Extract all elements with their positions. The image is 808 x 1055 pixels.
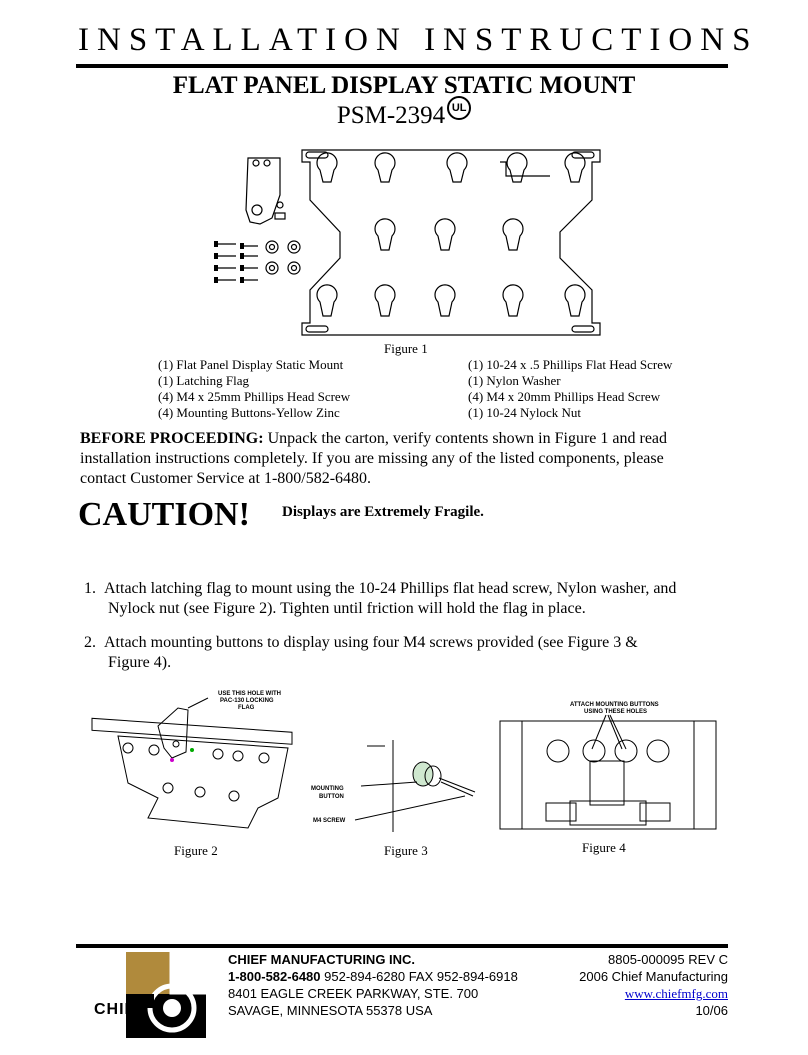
figure3-caption: Figure 3: [384, 843, 428, 858]
doc-number: 8805-000095 REV C: [608, 952, 728, 967]
copyright: 2006 Chief Manufacturing: [579, 969, 728, 984]
website-link[interactable]: www.chiefmfg.com: [624, 986, 728, 1001]
part-item: (4) M4 x 20mm Phillips Head Screw: [468, 389, 661, 404]
header-rule: [76, 64, 728, 68]
step-number: 1.: [84, 580, 96, 597]
part-item: (4) Mounting Buttons-Yellow Zinc: [158, 405, 340, 420]
before-proceeding-label: BEFORE PROCEEDING:: [80, 430, 264, 447]
part-item: (4) M4 x 25mm Phillips Head Screw: [158, 389, 351, 404]
footer-right: [579, 951, 728, 1019]
company-name: CHIEF MANUFACTURING INC.: [228, 952, 416, 967]
parts-list-left: [158, 357, 350, 421]
figure4-drawing: [498, 695, 718, 835]
part-item: (1) 10-24 Nylock Nut: [468, 405, 582, 420]
figure3-drawing: [305, 732, 485, 832]
part-item: (1) Latching Flag: [158, 373, 249, 388]
figure2-drawing: [88, 688, 300, 838]
figure4-caption: Figure 4: [582, 840, 626, 855]
footer-rule: [76, 944, 728, 948]
figure2-note-line3: FLAG: [238, 705, 255, 711]
logo-text: CHIEF: [94, 1001, 147, 1018]
figure1-drawing: [210, 140, 610, 340]
figure3-label-button-line1: MOUNTING: [311, 786, 344, 792]
chief-logo: [92, 950, 210, 1040]
figure1-caption: Figure 1: [384, 341, 428, 356]
address-line1: 8401 EAGLE CREEK PARKWAY, STE. 700: [228, 986, 479, 1001]
phone-other: 952-894-6280 FAX 952-894-6918: [320, 969, 518, 984]
before-proceeding-paragraph: BEFORE PROCEEDING: Unpack the carton, verify contents shown in Figure 1 and read installation instructions completely. If you are missing any of the listed components, please contact Customer Service at 1-800/582-6480.: [80, 430, 668, 487]
logo-gold-square: [126, 952, 172, 998]
parts-list-right: [468, 357, 672, 421]
model-number: [0, 102, 808, 130]
figure3-label-button-line2: BUTTON: [319, 794, 344, 800]
model-text: PSM-2394: [336, 102, 446, 129]
document-header-title: INSTALLATION INSTRUCTIONS: [78, 22, 759, 58]
address-line2: SAVAGE, MINNESOTA 55378 USA: [228, 1003, 433, 1018]
figure2-caption: Figure 2: [174, 843, 218, 858]
caution-text: Displays are Extremely Fragile.: [282, 504, 484, 520]
caution-heading: CAUTION!: [78, 496, 250, 533]
phone-main: 1-800-582-6480: [228, 969, 321, 984]
step-number: 2.: [84, 634, 96, 651]
ul-mark-icon: UL: [447, 96, 471, 120]
product-name: FLAT PANEL DISPLAY STATIC MOUNT: [172, 72, 636, 99]
part-item: (1) Flat Panel Display Static Mount: [158, 357, 344, 372]
figure3-label-screw: M4 SCREW: [313, 818, 346, 824]
step-2: 2. Attach mounting buttons to display using four M4 screws provided (see Figure 3 & Figure 4).: [84, 634, 638, 671]
figure2-note-line1: USE THIS HOLE WITH: [218, 691, 281, 697]
part-item: (1) 10-24 x .5 Phillips Flat Head Screw: [468, 357, 673, 372]
part-item: (1) Nylon Washer: [468, 373, 561, 388]
step-1: 1. Attach latching flag to mount using the 10-24 Phillips flat head screw, Nylon washer, and Nylock nut (see Figure 2). Tighten until friction will hold the flag in place.: [84, 580, 677, 617]
revision-date: 10/06: [695, 1003, 728, 1018]
figure4-note-line2: USING THESE HOLES: [584, 709, 648, 715]
figure2-note-line2: PAC-130 LOCKING: [220, 698, 274, 704]
figure4-note-line1: ATTACH MOUNTING BUTTONS: [570, 702, 659, 708]
footer-left: [228, 951, 518, 1019]
